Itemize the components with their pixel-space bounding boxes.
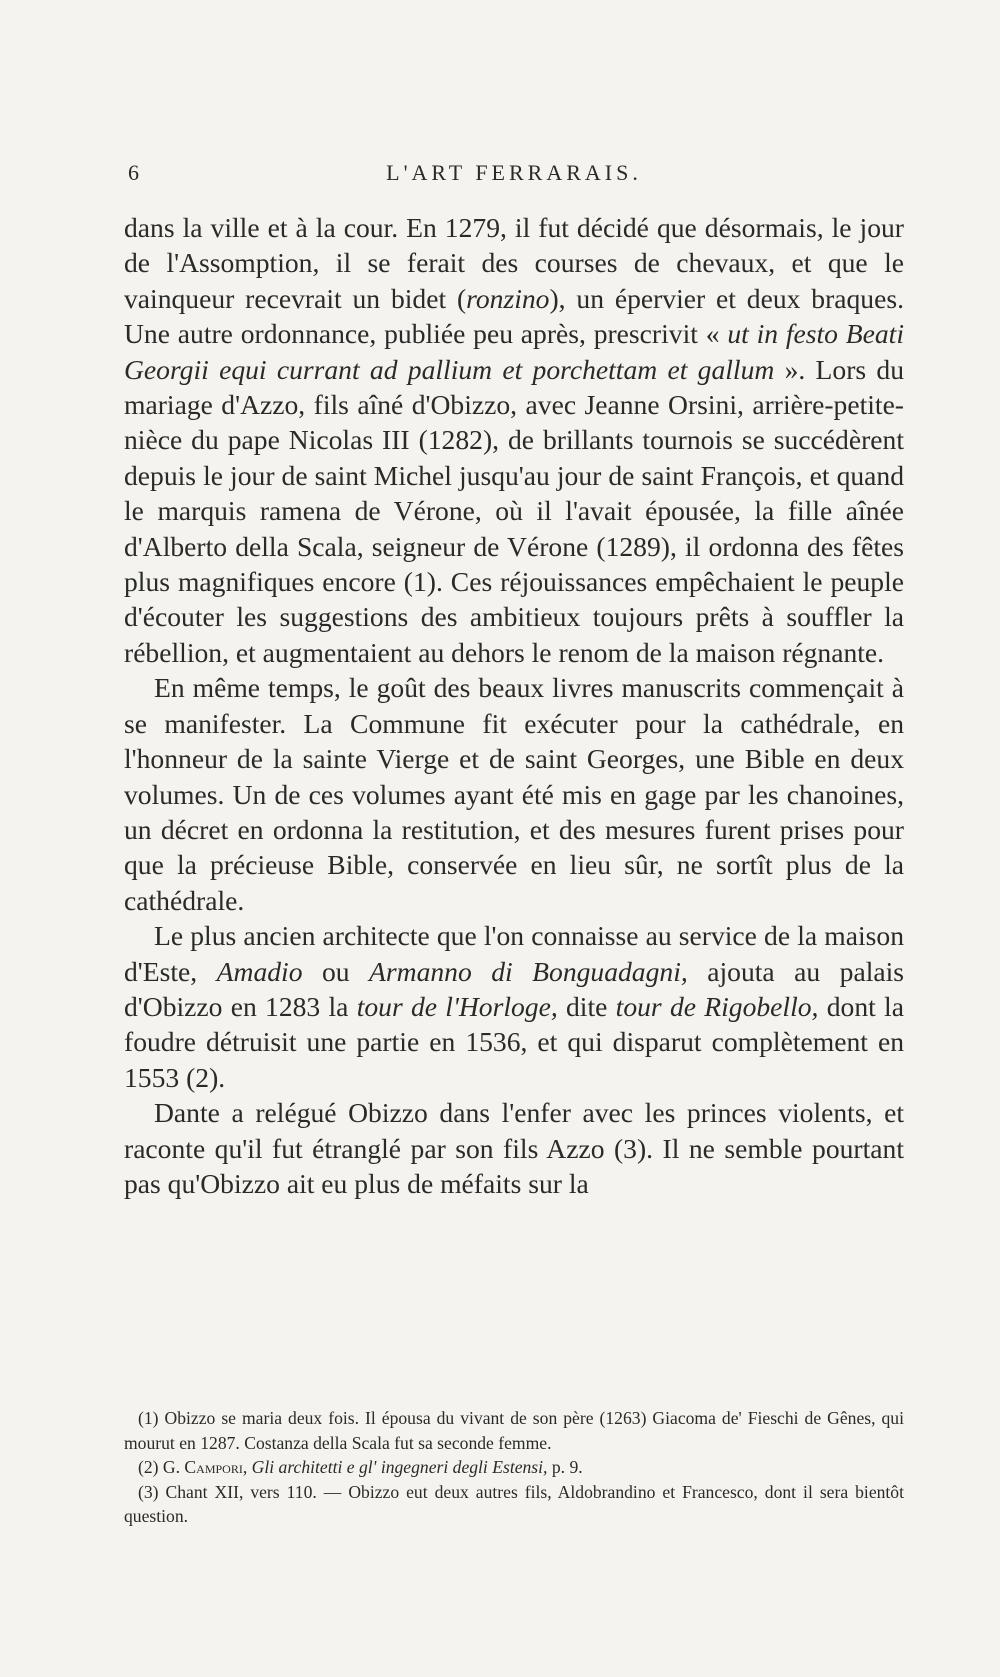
running-title: L'ART FERRARAIS.: [386, 160, 642, 185]
text-span: ), un épervier et deux braques. Une autre ordonnance, publiée peu après, prescrivit «: [124, 282, 904, 350]
paragraph-3: [124, 918, 904, 1095]
italic-name: Armanno di Bonguadagni,: [369, 955, 688, 987]
text-span: dite: [557, 990, 616, 1022]
book-title: Gli architetti e gl' ingegneri degli Estensi,: [251, 1457, 548, 1477]
text-span: dont la foudre détruisit une partie en 1536, et qui disparut complètement en 1553 (2).: [124, 990, 904, 1093]
text-span: dans la ville et à la cour. En 1279, il fut décidé que désormais, le jour de l'Assomption, il se ferait des courses de chevaux, et que le vainqueur recevrait un bidet (: [124, 212, 904, 314]
footnotes: [124, 1406, 904, 1529]
text-span: ajouta au palais d'Obizzo en 1283 la: [124, 955, 905, 1022]
italic-term: tour de l'Horloge,: [356, 990, 558, 1022]
author-name: Campori,: [184, 1457, 248, 1477]
paragraph-1: [124, 210, 904, 670]
paragraph-2: En même temps, le goût des beaux livres manuscrits commençait à se manifester. La Commune fit exécuter pour la cathédrale, en l'honneur de la sainte Vierge et de saint Georges, une Bible en deux volumes. Un de ces volumes ayant été mis en gage par les chanoines, un décret en ordonna la restitution, et des mesures furent prises pour que la précieuse Bible, conservée en lieu sûr, ne sortît plus de la cathédrale.: [124, 672, 904, 916]
text-span: ou: [302, 955, 370, 987]
italic-term: ronzino: [466, 282, 550, 314]
text-span: (2) G.: [138, 1457, 185, 1477]
footnote-2: [124, 1455, 904, 1480]
page-header: [124, 160, 904, 192]
latin-quote: ut in festo Beati Georgii equi currant ad pallium et porchettam et gallum: [124, 318, 904, 385]
text-span: p. 9.: [547, 1457, 583, 1477]
paragraph-4: Dante a relégué Obizzo dans l'enfer avec les princes violents, et raconte qu'il fut étranglé par son fils Azzo (3). Il ne semble pourtant pas qu'Obizzo ait eu plus de méfaits sur la: [124, 1097, 904, 1199]
italic-name: Amadio: [216, 955, 303, 987]
text-span: ». Lors du mariage d'Azzo, fils aîné d'Obizzo, avec Jeanne Orsini, arrière-petite-nièce du pape Nicolas III (1282), de brillants tournois se succédèrent depuis le jour de saint Michel jusqu'au jour de saint François, et quand le marquis ramena de Vérone, où il l'avait épousée, la fille aînée d'Alberto della Scala, seigneur de Vérone (1289), il ordonna des fêtes plus magnifiques encore (1). Ces réjouissances empêchaient le peuple d'écouter les suggestions des ambitieux toujours prêts à souffler la rébellion, et augmentaient au dehors le renom de la maison régnante.: [124, 353, 904, 668]
text-span: Le plus ancien architecte que l'on connaisse au service de la maison d'Este,: [124, 920, 904, 987]
footnote-3: (3) Chant XII, vers 110. — Obizzo eut deux autres fils, Aldobrandino et Francesco, dont il sera bientôt question.: [124, 1481, 904, 1526]
footnote-1: (1) Obizzo se maria deux fois. Il épousa du vivant de son père (1263) Giacoma de' Fieschi de Gênes, qui mourut en 1287. Costanza della Scala fut sa seconde femme.: [124, 1408, 904, 1453]
body-text: [124, 210, 904, 1201]
page-number: 6: [128, 160, 140, 185]
italic-term: tour de Rigobello,: [615, 990, 819, 1022]
